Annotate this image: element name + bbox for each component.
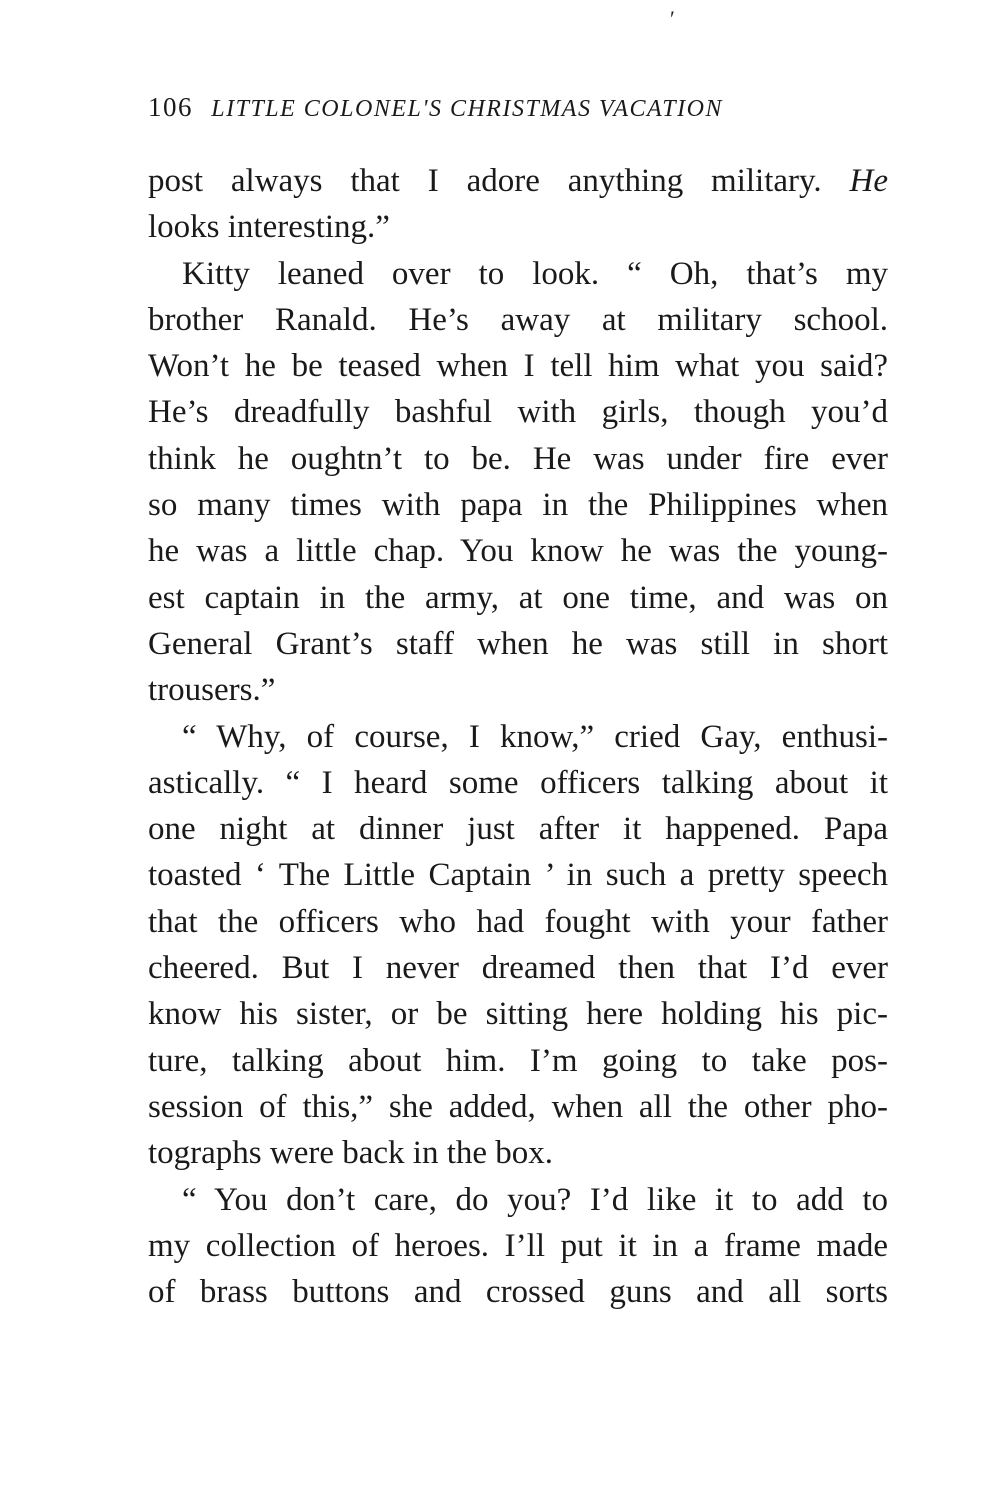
text-line: looks interesting.” [148,209,390,246]
paragraph-first-line: “ Why, of course, I know,” cried Gay, enthusi- [182,718,888,755]
text-line: one night at dinner just after it happened. Papa [148,811,888,848]
page-number: 106 [148,92,193,122]
text-line: know his sister, or be sitting here holding his pic- [148,996,888,1033]
text-line: toasted ‘ The Little Captain ’ in such a pretty speech [148,857,888,894]
text-line: my collection of heroes. I’ll put it in a frame made [148,1227,888,1264]
text-line: trousers.” [148,672,276,709]
text-line: est captain in the army, at one time, and was on [148,579,888,616]
body-text [148,158,888,1315]
text-line: that the officers who had fought with your father [148,903,888,940]
text-line: tographs were back in the box. [148,1135,554,1172]
paragraph-first-line: “ You don’t care, do you? I’d like it to add to [182,1181,888,1218]
text-line: astically. “ I heard some officers talking about it [148,764,888,801]
text-line: session of this,” she added, when all the other pho- [148,1088,888,1125]
paragraph-first-line: Kitty leaned over to look. “ Oh, that’s my [182,255,888,292]
text-line: General Grant’s staff when he was still in short [148,625,888,662]
running-title: LITTLE COLONEL'S CHRISTMAS VACATION [211,96,723,122]
text-line: of brass buttons and crossed guns and all sorts [148,1274,888,1311]
running-head [148,90,888,126]
text-line: He’s dreadfully bashful with girls, though you’d [148,394,888,431]
text-line: he was a little chap. You know he was the young- [148,533,888,570]
text-line: post always that I adore anything military. He [148,163,888,199]
stray-ink-mark: ′ [670,6,675,31]
text-line: brother Ranald. He’s away at military school. [148,301,888,338]
text-line: Won’t he be teased when I tell him what you said? [148,348,888,385]
text-line: cheered. But I never dreamed then that I’d ever [148,950,888,987]
text-line: ture, talking about him. I’m going to take pos- [148,1042,888,1079]
text-line: think he oughtn’t to be. He was under fire ever [148,440,888,477]
emphasized-word: He [849,163,888,199]
text-line: so many times with papa in the Philippines when [148,487,888,524]
